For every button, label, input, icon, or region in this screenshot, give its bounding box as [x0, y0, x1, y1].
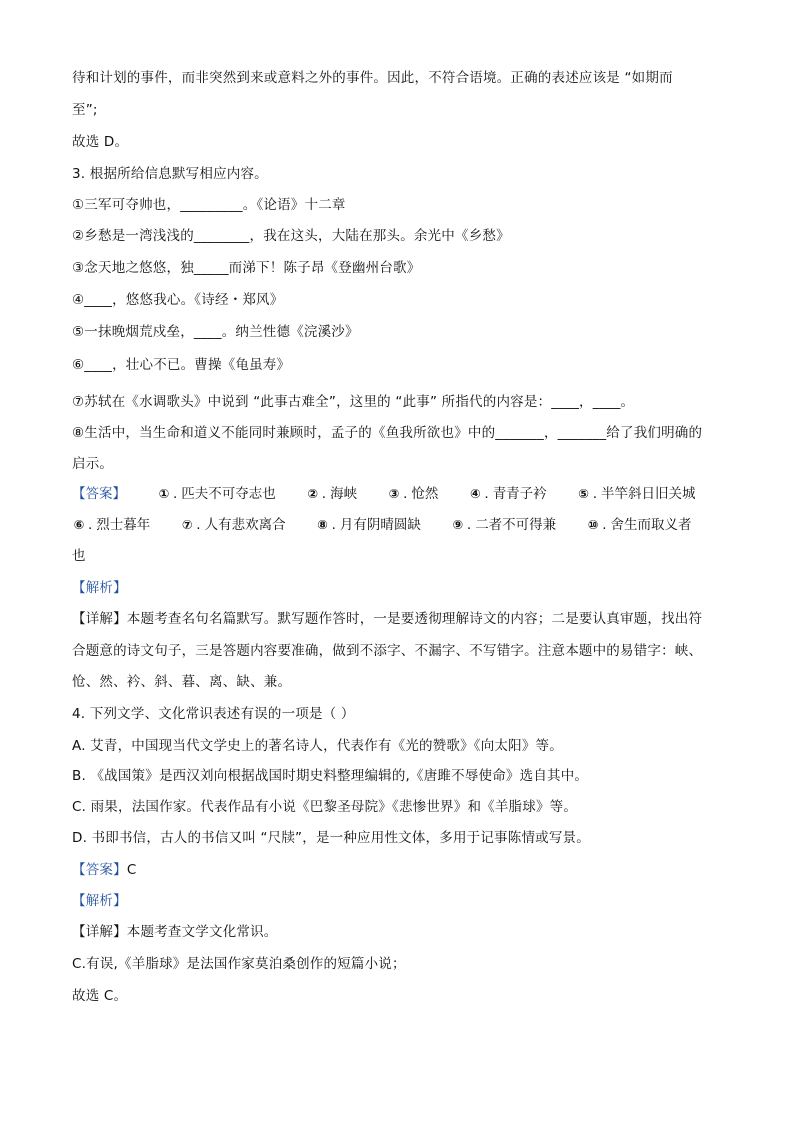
answer-row: [72, 485, 722, 503]
text-line: 启示。: [72, 456, 114, 472]
analysis-line: 故选 C。: [72, 988, 128, 1004]
answer-row: [72, 861, 136, 879]
answer-row: [72, 516, 722, 534]
analysis-line: 【详解】本题考查文学文化常识。: [72, 924, 278, 940]
answer-item: ⑤ . 半竿斜日旧关城: [578, 486, 696, 502]
question-4-stem: 4. 下列文学、文化常识表述有误的一项是（ ）: [72, 706, 355, 722]
question-3-item: ④____，悠悠我心。《诗经・郑风》: [72, 292, 284, 308]
analysis-label: 【解析】: [72, 893, 127, 909]
question-3-item: ⑤一抹晚烟荒戍垒，____。纳兰性德《浣溪沙》: [72, 324, 359, 340]
answer-item: ③ . 怆然: [388, 486, 439, 502]
question-3-item: ③念天地之悠悠，独_____而涕下！陈子昂《登幽州台歌》: [72, 260, 421, 276]
option-d: D. 书即书信，古人的书信又叫 “尺牍”，是一种应用性文体，多用于记事陈情或写景。: [72, 830, 590, 846]
question-3-item: ⑥____，壮心不已。曹操《龟虽寿》: [72, 357, 291, 373]
text-line: 待和计划的事件，而非突然到来或意料之外的事件。因此，不符合语境。正确的表述应该是 “如期而: [72, 70, 673, 86]
question-3-item: ⑧生活中，当生命和道义不能同时兼顾时，孟子的《鱼我所欲也》中的_______，_______给了我们明确的: [72, 425, 703, 441]
answer-item: ① . 匹夫不可夺志也: [158, 486, 276, 502]
answer-label: 【答案】: [72, 486, 126, 502]
answer-tail: 也: [72, 548, 86, 564]
question-3-item: ⑦苏轼在《水调歌头》中说到 “此事古难全”，这里的 “此事” 所指代的内容是：____，____。: [72, 394, 635, 410]
text-line: 至”;: [72, 102, 98, 118]
text-line: 故选 D。: [72, 134, 129, 150]
answer-item: ② . 海峡: [307, 486, 358, 502]
analysis-line: 【详解】本题考查名句名篇默写。默写题作答时，一是要透彻理解诗文的内容；二是要认真审题，找出符: [72, 611, 703, 627]
answer-label: 【答案】: [72, 862, 127, 878]
answer-item: ⑩ . 舍生而取义者: [587, 517, 692, 533]
question-3-stem: 3. 根据所给信息默写相应内容。: [72, 166, 268, 182]
answer-item: ⑦ . 人有悲欢离合: [182, 517, 286, 533]
analysis-line: 怆、然、衿、斜、暮、离、缺、兼。: [72, 674, 292, 690]
analysis-label: 【解析】: [72, 580, 127, 596]
question-3-item: ②乡愁是一湾浅浅的________，我在这头，大陆在那头。余光中《乡愁》: [72, 228, 510, 244]
answer-item: ⑥ . 烈士暮年: [73, 517, 151, 533]
analysis-line: 合题意的诗文句子，三是答题内容要准确，做到不添字、不漏字、不写错字。注意本题中的易错字：峡、: [72, 643, 703, 659]
answer-value: C: [126, 862, 137, 878]
answer-item: ⑨ . 二者不可得兼: [452, 517, 557, 533]
analysis-line: C.有误,《羊脂球》是法国作家莫泊桑创作的短篇小说；: [72, 956, 406, 972]
answer-item: ⑧ . 月有阴晴圆缺: [317, 517, 421, 533]
option-c: C. 雨果，法国作家。代表作品有小说《巴黎圣母院》《悲惨世界》和《羊脂球》等。: [72, 799, 578, 815]
option-a: A. 艾青，中国现当代文学史上的著名诗人，代表作有《光的赞歌》《向太阳》等。: [72, 738, 563, 754]
answer-item: ④ . 青青子衿: [470, 486, 547, 502]
question-3-item: ①三军可夺帅也，_________。《论语》十二章: [72, 197, 346, 213]
option-b: B. 《战国策》是西汉刘向根据战国时期史料整理编辑的,《唐雎不辱使命》选自其中。: [72, 768, 589, 784]
